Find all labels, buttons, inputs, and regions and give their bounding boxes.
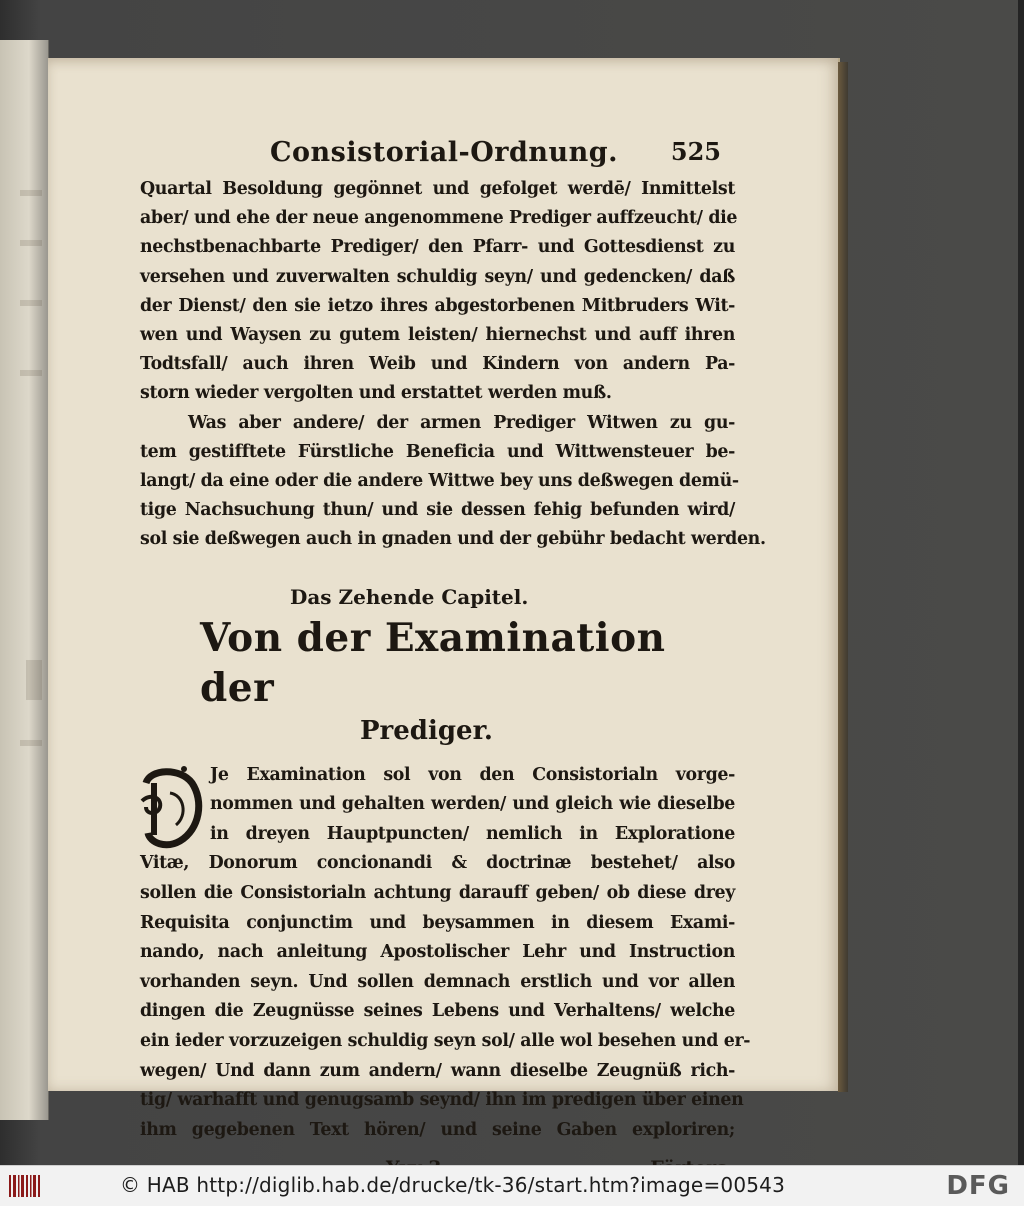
page-number: 525: [670, 137, 721, 166]
section-title-continued: Prediger.: [360, 715, 493, 746]
previous-page-edge: [0, 40, 49, 1120]
text-line: Je Examination sol von den Consistorialn vorge-: [210, 764, 735, 785]
edge-bleed-mark: [20, 190, 42, 196]
book-page: [48, 58, 840, 1140]
page-content: [140, 133, 766, 1185]
edge-bleed-mark: [26, 660, 42, 700]
text-line: dingen die Zeugnüsse seines Lebens und Verhaltens/ welche: [140, 1001, 735, 1022]
text-line: sollen die Consistorialn achtung darauff geben/ ob diese drey: [140, 883, 735, 904]
dfg-logo: DFG: [946, 1171, 1010, 1201]
text-line: versehen und zuverwalten schuldig seyn/ und gedencken/ daß: [140, 266, 735, 287]
text-line: nechstbenachbarte Prediger/ den Pfarr- und Gottesdienst zu: [140, 237, 735, 258]
edge-bleed-mark: [20, 740, 42, 746]
paragraph-2: [140, 409, 766, 555]
text-line: der Dienst/ den sie ietzo ihres abgestorbenen Mitbruders Wit-: [140, 295, 735, 316]
text-line: nando, nach anleitung Apostolischer Lehr und Instruction: [140, 942, 735, 963]
viewer-footer-bar: [0, 1165, 1024, 1206]
chapter-label: Das Zehende Capitel.: [290, 584, 529, 609]
text-line: tem gestifftete Fürstliche Beneficia und Wittwensteuer be-: [140, 441, 735, 462]
text-line: storn wieder vergolten und erstattet werden muß.: [140, 383, 612, 404]
text-line: Vitæ, Donorum concionandi & doctrinæ bestehet/ also: [140, 853, 735, 874]
section-title: Von der Examination der: [200, 614, 666, 711]
text-line: sol sie deßwegen auch in gnaden und der gebühr bedacht werden.: [140, 529, 766, 550]
edge-bleed-mark: [20, 370, 42, 376]
text-line: Todtsfall/ auch ihren Weib und Kindern von andern Pa-: [140, 354, 735, 375]
scan-border: [1018, 0, 1024, 1165]
edge-bleed-mark: [20, 240, 42, 246]
text-line: tige Nachsuchung thun/ und sie dessen fehig befunden wird/: [140, 500, 735, 521]
text-line: ihm gegebenen Text hören/ und seine Gaben exploriren;: [140, 1119, 735, 1140]
text-line: wen und Waysen zu gutem leisten/ hiernechst und auff ihren: [140, 325, 735, 346]
running-head: [140, 133, 735, 175]
text-line: aber/ und ehe der neue angenommene Prediger auffzeucht/ die: [140, 208, 738, 229]
edge-bleed-mark: [20, 300, 42, 306]
running-title: Consistorial-Ordnung.: [270, 137, 618, 168]
text-line: in dreyen Hauptpuncten/ nemlich in Exploratione: [210, 823, 735, 844]
paragraph-3: [140, 761, 751, 1146]
text-line: vorhanden seyn. Und sollen demnach erstlich und vor allen: [140, 971, 735, 992]
source-credit-link[interactable]: © HAB http://diglib.hab.de/drucke/tk-36/start.htm?image=00543: [120, 1173, 786, 1197]
barcode-icon[interactable]: [8, 1173, 42, 1199]
text-line: Was aber andere/ der armen Prediger Witwen zu gu-: [188, 412, 735, 433]
decorated-initial-icon: [140, 763, 204, 849]
page-edge-shadow: [838, 62, 848, 1092]
text-line: Quartal Besoldung gegönnet und gefolget werdē/ Inmittelst: [140, 179, 735, 199]
text-line: nommen und gehalten werden/ und gleich wie dieselbe: [210, 794, 735, 815]
text-line: Requisita conjunctim und beysammen in diesem Exami-: [140, 912, 735, 933]
paragraph-1: [140, 175, 738, 409]
text-line: ein ieder vorzuzeigen schuldig seyn sol/ alle wol besehen und er-: [140, 1030, 751, 1051]
text-line: langt/ da eine oder die andere Wittwe bey uns deßwegen demü-: [140, 471, 739, 492]
text-line: wegen/ Und dann zum andern/ wann dieselbe Zeugnüß rich-: [140, 1060, 735, 1081]
text-line: tig/ warhafft und genugsamb seynd/ ihn im predigen über einen: [140, 1090, 744, 1111]
